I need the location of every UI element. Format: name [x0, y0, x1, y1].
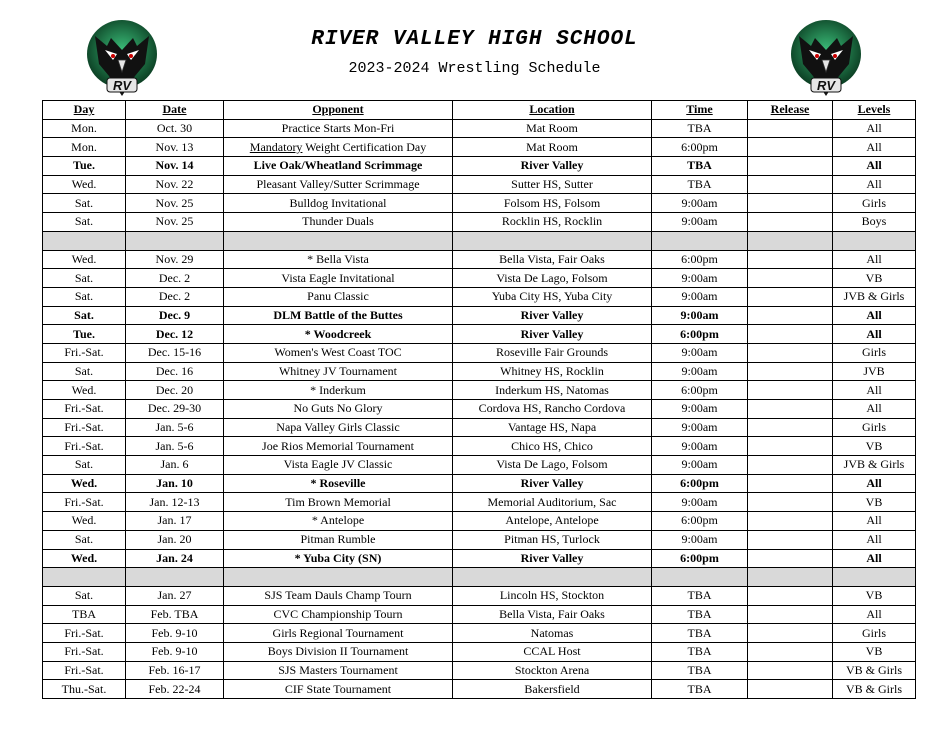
time-cell: 9:00am [652, 213, 748, 232]
table-row [43, 680, 916, 699]
date-cell: Dec. 2 [126, 287, 224, 306]
location-cell: Rocklin HS, Rocklin [453, 213, 652, 232]
day-cell: Mon. [43, 119, 126, 138]
location-cell: River Valley [453, 306, 652, 325]
date-cell: Jan. 5-6 [126, 437, 224, 456]
date-cell: Jan. 27 [126, 586, 224, 605]
opponent-cell: Vista Eagle Invitational [224, 269, 453, 288]
table-row [43, 418, 916, 437]
separator-cell [126, 231, 224, 250]
release-cell [748, 194, 833, 213]
table-row [43, 343, 916, 362]
release-cell [748, 418, 833, 437]
location-cell: Antelope, Antelope [453, 512, 652, 531]
date-cell: Nov. 22 [126, 175, 224, 194]
location-cell: Yuba City HS, Yuba City [453, 287, 652, 306]
day-cell: Fri.-Sat. [43, 493, 126, 512]
time-cell: 9:00am [652, 194, 748, 213]
date-cell: Feb. 16-17 [126, 661, 224, 680]
opponent-cell: CIF State Tournament [224, 680, 453, 699]
table-row [43, 493, 916, 512]
location-cell: Vista De Lago, Folsom [453, 456, 652, 475]
date-cell: Feb. 9-10 [126, 624, 224, 643]
opponent-cell: * Inderkum [224, 381, 453, 400]
release-cell [748, 213, 833, 232]
time-cell: TBA [652, 586, 748, 605]
opponent-cell: DLM Battle of the Buttes [224, 306, 453, 325]
time-cell: 6:00pm [652, 138, 748, 157]
release-cell [748, 512, 833, 531]
separator-cell [748, 568, 833, 587]
day-cell: Sat. [43, 213, 126, 232]
release-cell [748, 586, 833, 605]
table-row [43, 661, 916, 680]
location-cell: Bella Vista, Fair Oaks [453, 605, 652, 624]
date-cell: Jan. 24 [126, 549, 224, 568]
levels-cell: VB [833, 642, 916, 661]
time-cell: TBA [652, 175, 748, 194]
levels-cell: All [833, 512, 916, 531]
day-cell: Sat. [43, 306, 126, 325]
table-row [43, 269, 916, 288]
time-cell: 6:00pm [652, 381, 748, 400]
levels-cell: Girls [833, 624, 916, 643]
release-cell [748, 306, 833, 325]
levels-cell: All [833, 306, 916, 325]
location-cell: Bella Vista, Fair Oaks [453, 250, 652, 269]
opponent-cell: Pitman Rumble [224, 530, 453, 549]
date-cell: Jan. 10 [126, 474, 224, 493]
table-row [43, 586, 916, 605]
date-cell: Feb. 9-10 [126, 642, 224, 661]
release-cell [748, 381, 833, 400]
day-cell: Fri.-Sat. [43, 418, 126, 437]
opponent-cell: * Bella Vista [224, 250, 453, 269]
separator-cell [224, 568, 453, 587]
location-cell: Memorial Auditorium, Sac [453, 493, 652, 512]
opponent-cell [224, 138, 453, 157]
time-cell: 6:00pm [652, 549, 748, 568]
opponent-cell: Boys Division II Tournament [224, 642, 453, 661]
column-header-levels: Levels [833, 101, 916, 120]
release-cell [748, 157, 833, 176]
opponent-cell: Thunder Duals [224, 213, 453, 232]
separator-cell [43, 568, 126, 587]
page-subtitle: 2023-2024 Wrestling Schedule [348, 60, 601, 77]
time-cell: 9:00am [652, 493, 748, 512]
levels-cell: JVB & Girls [833, 456, 916, 475]
location-cell: Vantage HS, Napa [453, 418, 652, 437]
date-cell: Oct. 30 [126, 119, 224, 138]
day-cell: Fri.-Sat. [43, 400, 126, 419]
release-cell [748, 343, 833, 362]
separator-cell [833, 231, 916, 250]
day-cell: Sat. [43, 456, 126, 475]
time-cell: 9:00am [652, 437, 748, 456]
day-cell: Wed. [43, 512, 126, 531]
release-cell [748, 250, 833, 269]
release-cell [748, 269, 833, 288]
release-cell [748, 325, 833, 344]
time-cell: 9:00am [652, 456, 748, 475]
location-cell: Vista De Lago, Folsom [453, 269, 652, 288]
time-cell: TBA [652, 605, 748, 624]
separator-cell [833, 568, 916, 587]
day-cell: Fri.-Sat. [43, 661, 126, 680]
table-row [43, 287, 916, 306]
date-cell: Jan. 20 [126, 530, 224, 549]
location-cell: Inderkum HS, Natomas [453, 381, 652, 400]
date-cell: Dec. 20 [126, 381, 224, 400]
date-cell: Nov. 25 [126, 194, 224, 213]
day-cell: Sat. [43, 287, 126, 306]
day-cell: Thu.-Sat. [43, 680, 126, 699]
time-cell: 6:00pm [652, 325, 748, 344]
levels-cell: All [833, 400, 916, 419]
opponent-cell: SJS Masters Tournament [224, 661, 453, 680]
table-row [43, 400, 916, 419]
location-cell: CCAL Host [453, 642, 652, 661]
location-cell: Whitney HS, Rocklin [453, 362, 652, 381]
schedule-table [42, 100, 916, 699]
opponent-cell: * Yuba City (SN) [224, 549, 453, 568]
opponent-cell: Pleasant Valley/Sutter Scrimmage [224, 175, 453, 194]
levels-cell: All [833, 157, 916, 176]
column-header-time: Time [652, 101, 748, 120]
release-cell [748, 287, 833, 306]
time-cell: TBA [652, 642, 748, 661]
day-cell: Mon. [43, 138, 126, 157]
separator-cell [652, 568, 748, 587]
svg-text:RV: RV [816, 78, 836, 93]
levels-cell: All [833, 381, 916, 400]
table-row [43, 456, 916, 475]
date-cell: Jan. 17 [126, 512, 224, 531]
table-row [43, 213, 916, 232]
table-row [43, 474, 916, 493]
day-cell: Wed. [43, 474, 126, 493]
opponent-cell: Tim Brown Memorial [224, 493, 453, 512]
date-cell: Jan. 12-13 [126, 493, 224, 512]
opponent-cell: Women's West Coast TOC [224, 343, 453, 362]
day-cell: Wed. [43, 175, 126, 194]
svg-text:RV: RV [112, 78, 132, 93]
time-cell: 9:00am [652, 400, 748, 419]
date-cell: Nov. 25 [126, 213, 224, 232]
time-cell: 9:00am [652, 306, 748, 325]
table-row [43, 437, 916, 456]
levels-cell: All [833, 549, 916, 568]
date-cell: Jan. 5-6 [126, 418, 224, 437]
date-cell: Dec. 29-30 [126, 400, 224, 419]
location-cell: River Valley [453, 325, 652, 344]
table-row [43, 157, 916, 176]
location-cell: Chico HS, Chico [453, 437, 652, 456]
opponent-cell: CVC Championship Tourn [224, 605, 453, 624]
date-cell: Feb. TBA [126, 605, 224, 624]
release-cell [748, 661, 833, 680]
release-cell [748, 642, 833, 661]
location-cell: Mat Room [453, 138, 652, 157]
location-cell: Lincoln HS, Stockton [453, 586, 652, 605]
location-cell: Natomas [453, 624, 652, 643]
release-cell [748, 138, 833, 157]
separator-cell [126, 568, 224, 587]
column-header-location: Location [453, 101, 652, 120]
release-cell [748, 456, 833, 475]
table-row [43, 605, 916, 624]
table-row [43, 175, 916, 194]
opponent-cell: No Guts No Glory [224, 400, 453, 419]
levels-cell: VB & Girls [833, 661, 916, 680]
date-cell: Dec. 12 [126, 325, 224, 344]
opponent-cell: SJS Team Dauls Champ Tourn [224, 586, 453, 605]
separator-row [43, 231, 916, 250]
separator-cell [748, 231, 833, 250]
location-cell: Stockton Arena [453, 661, 652, 680]
time-cell: 9:00am [652, 287, 748, 306]
time-cell: 9:00am [652, 362, 748, 381]
levels-cell: Girls [833, 418, 916, 437]
table-row [43, 530, 916, 549]
location-cell: Pitman HS, Turlock [453, 530, 652, 549]
date-cell: Dec. 9 [126, 306, 224, 325]
opponent-cell: Girls Regional Tournament [224, 624, 453, 643]
table-row [43, 642, 916, 661]
column-header-date: Date [126, 101, 224, 120]
levels-cell: JVB & Girls [833, 287, 916, 306]
opponent-cell: Whitney JV Tournament [224, 362, 453, 381]
day-cell: Fri.-Sat. [43, 642, 126, 661]
table-row [43, 381, 916, 400]
location-cell: Folsom HS, Folsom [453, 194, 652, 213]
date-cell: Jan. 6 [126, 456, 224, 475]
schedule-body [43, 119, 916, 698]
release-cell [748, 624, 833, 643]
time-cell: TBA [652, 680, 748, 699]
opponent-cell: Panu Classic [224, 287, 453, 306]
release-cell [748, 680, 833, 699]
table-row [43, 512, 916, 531]
day-cell: Wed. [43, 250, 126, 269]
day-cell: Fri.-Sat. [43, 437, 126, 456]
page-title: RIVER VALLEY HIGH SCHOOL [311, 28, 638, 51]
time-cell: TBA [652, 119, 748, 138]
day-cell: TBA [43, 605, 126, 624]
levels-cell: Boys [833, 213, 916, 232]
time-cell: 9:00am [652, 343, 748, 362]
opponent-cell: * Roseville [224, 474, 453, 493]
day-cell: Sat. [43, 194, 126, 213]
time-cell: 6:00pm [652, 474, 748, 493]
date-cell: Nov. 13 [126, 138, 224, 157]
day-cell: Sat. [43, 586, 126, 605]
date-cell: Dec. 15-16 [126, 343, 224, 362]
levels-cell: All [833, 250, 916, 269]
table-header-row [43, 101, 916, 120]
opponent-cell: Practice Starts Mon-Fri [224, 119, 453, 138]
day-cell: Tue. [43, 325, 126, 344]
opponent-text: Weight Certification Day [302, 139, 427, 154]
table-row [43, 624, 916, 643]
day-cell: Sat. [43, 269, 126, 288]
time-cell: TBA [652, 661, 748, 680]
time-cell: 9:00am [652, 418, 748, 437]
day-cell: Fri.-Sat. [43, 343, 126, 362]
location-cell: Cordova HS, Rancho Cordova [453, 400, 652, 419]
separator-cell [652, 231, 748, 250]
day-cell: Wed. [43, 549, 126, 568]
separator-cell [453, 231, 652, 250]
opponent-cell: * Woodcreek [224, 325, 453, 344]
release-cell [748, 549, 833, 568]
date-cell: Nov. 14 [126, 157, 224, 176]
date-cell: Dec. 2 [126, 269, 224, 288]
opponent-underlined-text: Mandatory [249, 139, 303, 154]
column-header-opponent: Opponent [224, 101, 453, 120]
levels-cell: VB [833, 437, 916, 456]
release-cell [748, 119, 833, 138]
table-row [43, 306, 916, 325]
table-row [43, 138, 916, 157]
location-cell: Mat Room [453, 119, 652, 138]
location-cell: River Valley [453, 549, 652, 568]
day-cell: Sat. [43, 530, 126, 549]
location-cell: River Valley [453, 474, 652, 493]
levels-cell: Girls [833, 194, 916, 213]
levels-cell: All [833, 119, 916, 138]
table-row [43, 194, 916, 213]
table-row [43, 250, 916, 269]
levels-cell: All [833, 175, 916, 194]
release-cell [748, 362, 833, 381]
release-cell [748, 605, 833, 624]
opponent-cell: Bulldog Invitational [224, 194, 453, 213]
opponent-cell: Live Oak/Wheatland Scrimmage [224, 157, 453, 176]
levels-cell: All [833, 530, 916, 549]
time-cell: TBA [652, 624, 748, 643]
separator-cell [43, 231, 126, 250]
location-cell: Roseville Fair Grounds [453, 343, 652, 362]
release-cell [748, 474, 833, 493]
levels-cell: VB & Girls [833, 680, 916, 699]
table-row [43, 119, 916, 138]
table-row [43, 362, 916, 381]
levels-cell: VB [833, 269, 916, 288]
opponent-cell: Napa Valley Girls Classic [224, 418, 453, 437]
release-cell [748, 493, 833, 512]
date-cell: Nov. 29 [126, 250, 224, 269]
time-cell: TBA [652, 157, 748, 176]
levels-cell: JVB [833, 362, 916, 381]
levels-cell: All [833, 325, 916, 344]
table-row [43, 325, 916, 344]
day-cell: Sat. [43, 362, 126, 381]
column-header-release: Release [748, 101, 833, 120]
levels-cell: Girls [833, 343, 916, 362]
opponent-cell: * Antelope [224, 512, 453, 531]
release-cell [748, 530, 833, 549]
time-cell: 9:00am [652, 269, 748, 288]
location-cell: Sutter HS, Sutter [453, 175, 652, 194]
opponent-cell: Joe Rios Memorial Tournament [224, 437, 453, 456]
separator-cell [453, 568, 652, 587]
time-cell: 6:00pm [652, 250, 748, 269]
date-cell: Feb. 22-24 [126, 680, 224, 699]
location-cell: Bakersfield [453, 680, 652, 699]
time-cell: 9:00am [652, 530, 748, 549]
levels-cell: VB [833, 493, 916, 512]
day-cell: Wed. [43, 381, 126, 400]
time-cell: 6:00pm [652, 512, 748, 531]
day-cell: Tue. [43, 157, 126, 176]
release-cell [748, 175, 833, 194]
levels-cell: All [833, 138, 916, 157]
levels-cell: All [833, 605, 916, 624]
date-cell: Dec. 16 [126, 362, 224, 381]
column-header-day: Day [43, 101, 126, 120]
location-cell: River Valley [453, 157, 652, 176]
table-row [43, 549, 916, 568]
separator-cell [224, 231, 453, 250]
separator-row [43, 568, 916, 587]
release-cell [748, 437, 833, 456]
release-cell [748, 400, 833, 419]
levels-cell: All [833, 474, 916, 493]
day-cell: Fri.-Sat. [43, 624, 126, 643]
opponent-cell: Vista Eagle JV Classic [224, 456, 453, 475]
levels-cell: VB [833, 586, 916, 605]
